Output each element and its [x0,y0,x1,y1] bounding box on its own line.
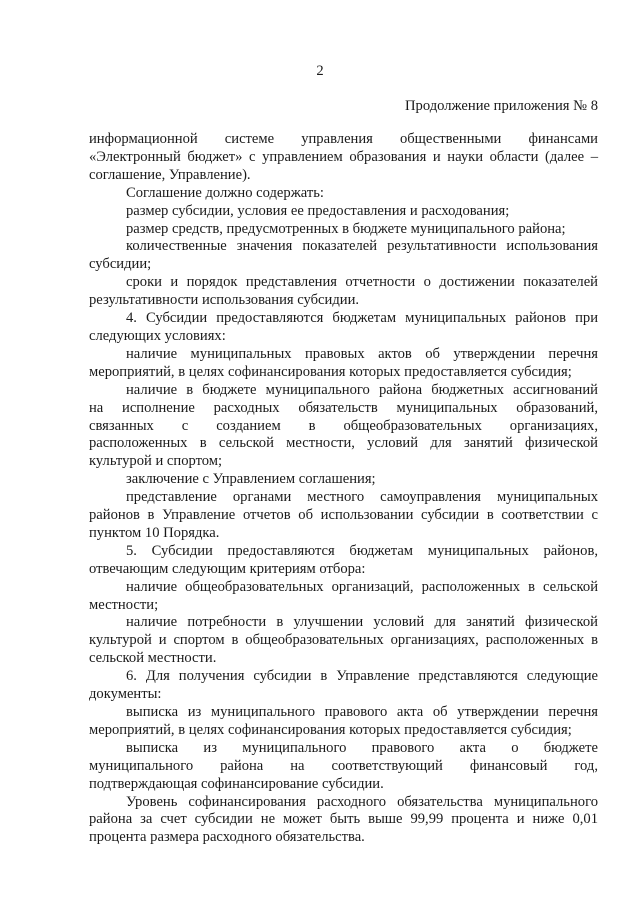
paragraph-section-5: 5. Субсидии предоставляются бюджетам муниципальных районов, отвечающим следующим критериям отбора: [89,542,598,577]
text-line: наличие в бюджете муниципального района бюджетных ассигнований [126,381,598,398]
paragraph-electronic-budget: информационной системе управления общественными финансами «Электронный бюджет» с управлением образования и науки области (далее – соглашение, Управление). [89,131,598,183]
text-line: муниципального района на соответствующий финансовый год, [89,757,598,774]
text-line: связанных с созданием в общеобразовательных организациях, [89,417,598,434]
text-line: культурой и спортом; [89,453,223,470]
paragraph-section-6: 6. Для получения субсидии в Управление представляются следующие документы: [89,668,598,703]
text-line: на исполнение расходных обязательств муниципальных образований, [89,399,598,416]
list-item-rural-organizations: наличие общеобразовательных организаций, расположенных в сельской местности; [89,578,598,613]
list-item-improvement-need: наличие потребности в улучшении условий для занятий физической культурой и спортом в общеобразовательных организациях, расположенных в сельской местности. [89,614,598,667]
list-item-budget-funds: размер средств, предусмотренных в бюджете муниципального района; [126,220,566,237]
paragraph-cofinancing-level: Уровень софинансирования расходного обязательства муниципального района за счет субсидии не может быть выше 99,99 процента и ниже 0,01 процента размера расходного обязательства. [89,793,598,846]
list-item-reports-submission: представление органами местного самоуправления муниципальных районов в Управление отчетов об использовании субсидии в соответствии с пунктом 10 Порядка. [89,489,598,541]
paragraph-section-4: 4. Субсидии предоставляются бюджетам муниципальных районов при следующих условиях: [89,310,598,344]
list-item-agreement-conclusion: заключение с Управлением соглашения; [126,471,376,488]
text-line: расположенных в сельской местности, условий для занятий физической [89,435,598,452]
list-item-budget-allocations [89,382,598,472]
list-item-performance-indicators: количественные значения показателей результативности использования субсидии; [89,238,598,273]
paragraph-agreement-contents: Соглашение должно содержать: [126,184,324,201]
list-item-budget-extract [89,740,598,794]
page-number: 2 [316,63,324,79]
list-item-subsidy-size: размер субсидии, условия ее предоставления и расходования; [126,202,510,219]
text-line: выписка из муниципального правового акта о бюджете [126,739,598,756]
list-item-reporting-terms: сроки и порядок представления отчетности о достижении показателей результативности использования субсидии. [89,274,598,309]
text-line: подтверждающая софинансирование субсидии. [89,775,384,792]
document-body [89,131,598,847]
list-item-activities-extract: выписка из муниципального правового акта об утверждении перечня мероприятий, в целях софинансирования которых предоставляется субсидия; [89,704,598,738]
list-item-municipal-acts: наличие муниципальных правовых актов об утверждении перечня мероприятий, в целях софинансирования которых предоставляется субсидия; [89,345,598,380]
appendix-continuation-label: Продолжение приложения № 8 [405,98,598,114]
